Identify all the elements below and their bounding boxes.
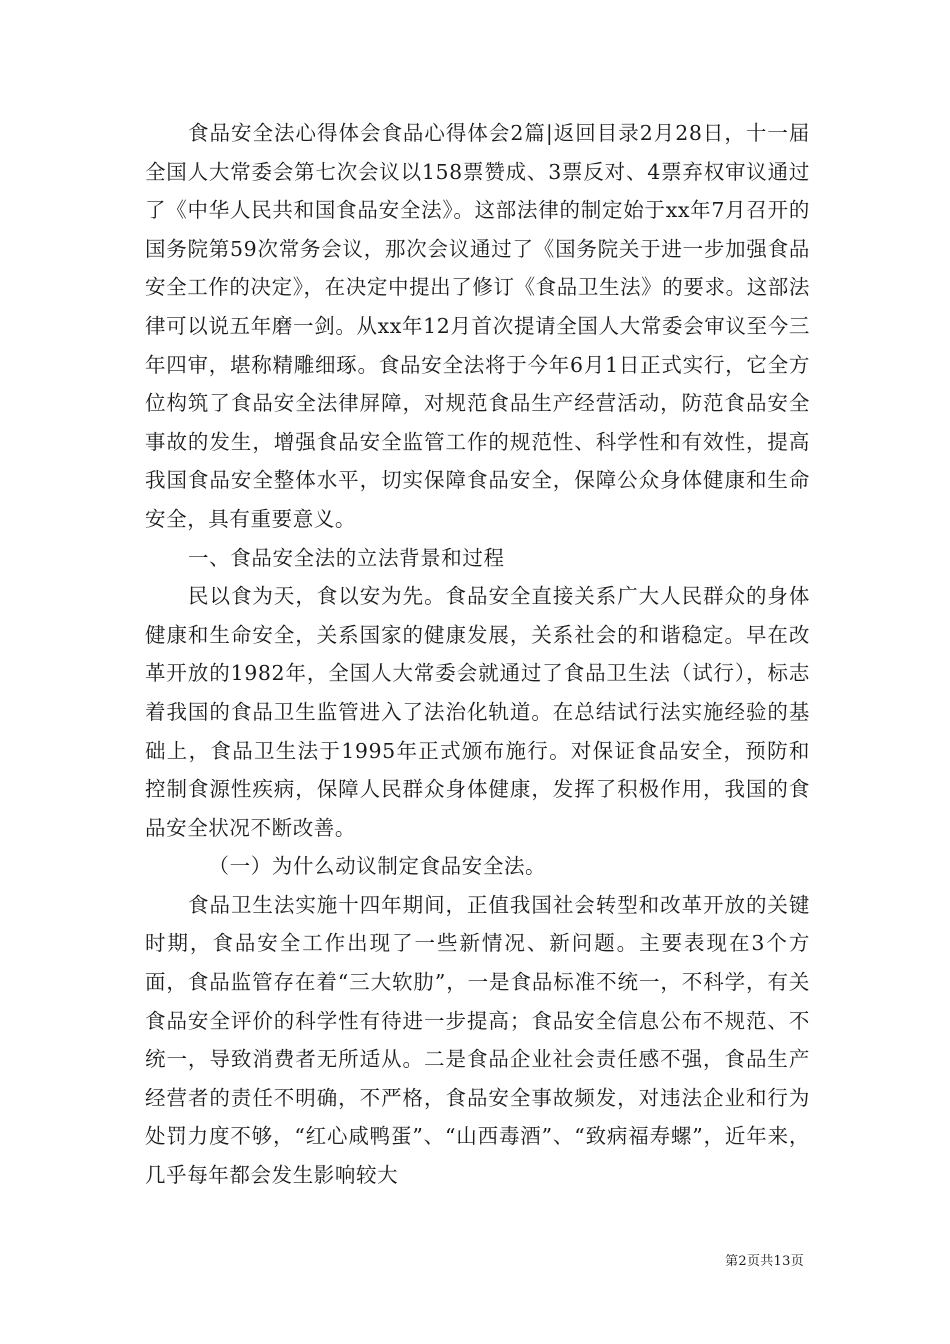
page-number: 第2页共13页 — [725, 1254, 804, 1269]
subsection-heading: （一）为什么动议制定食品安全法。 — [208, 854, 547, 879]
paragraph-intro: 食品安全法心得体会食品心得体会2篇|返回目录2月28日，十一届全国人大常委会第七次会议以158票赞成、3票反对、4票弃权审议通过了《中华人民共和国食品安全法》。这部法律的制定始于xx年7月召开的国务院第59次常务会议，那次会议通过了《国务院关于进一步加强食品安全工作的决定》，在决定中提出了修订《食品卫生法》的要求。这部法律可以说五年磨一剑。从xx年12月首次提请全国人大常委会审议至今三年四审，堪称精雕细琢。食品安全法将于今年6月1日正式实行，它全方位构筑了食品安全法律屏障，对规范食品生产经营活动，防范食品安全事故的发生，增强食品安全监管工作的规范性、科学性和有效性，提高我国食品安全整体水平，切实保障食品安全，保障公众身体健康和生命安全，具有重要意义。 — [145, 121, 810, 531]
paragraph-background: 民以食为天，食以安为先。食品安全直接关系广大人民群众的身体健康和生命安全，关系国家的健康发展，关系社会的和谐稳定。早在改革开放的1982年，全国人大常委会就通过了食品卫生法（试行），标志着我国的食品卫生监管进入了法治化轨道。在总结试行法实施经验的基础上，食品卫生法于1995年正式颁布施行。对保证食品安全，预防和控制食源性疾病，保障人民群众身体健康，发挥了积极作用，我国的食品安全状况不断改善。 — [145, 584, 810, 840]
document-body — [145, 114, 810, 1195]
section-heading: 一、食品安全法的立法背景和过程 — [188, 545, 505, 570]
paragraph-reasons: 食品卫生法实施十四年期间，正值我国社会转型和改革开放的关键时期，食品安全工作出现了一些新情况、新问题。主要表现在3个方面，食品监管存在着“三大软肋”，一是食品标准不统一，不科学，有关食品安全评价的科学性有待进一步提高；食品安全信息公布不规范、不统一，导致消费者无所适从。二是食品企业社会责任感不强，食品生产经营者的责任不明确，不严格，食品安全事故频发，对违法企业和行为处罚力度不够，“红心咸鸭蛋”、“山西毒酒”、“致病福寿螺”，近年来，几乎每年都会发生影响较大 — [145, 892, 810, 1188]
